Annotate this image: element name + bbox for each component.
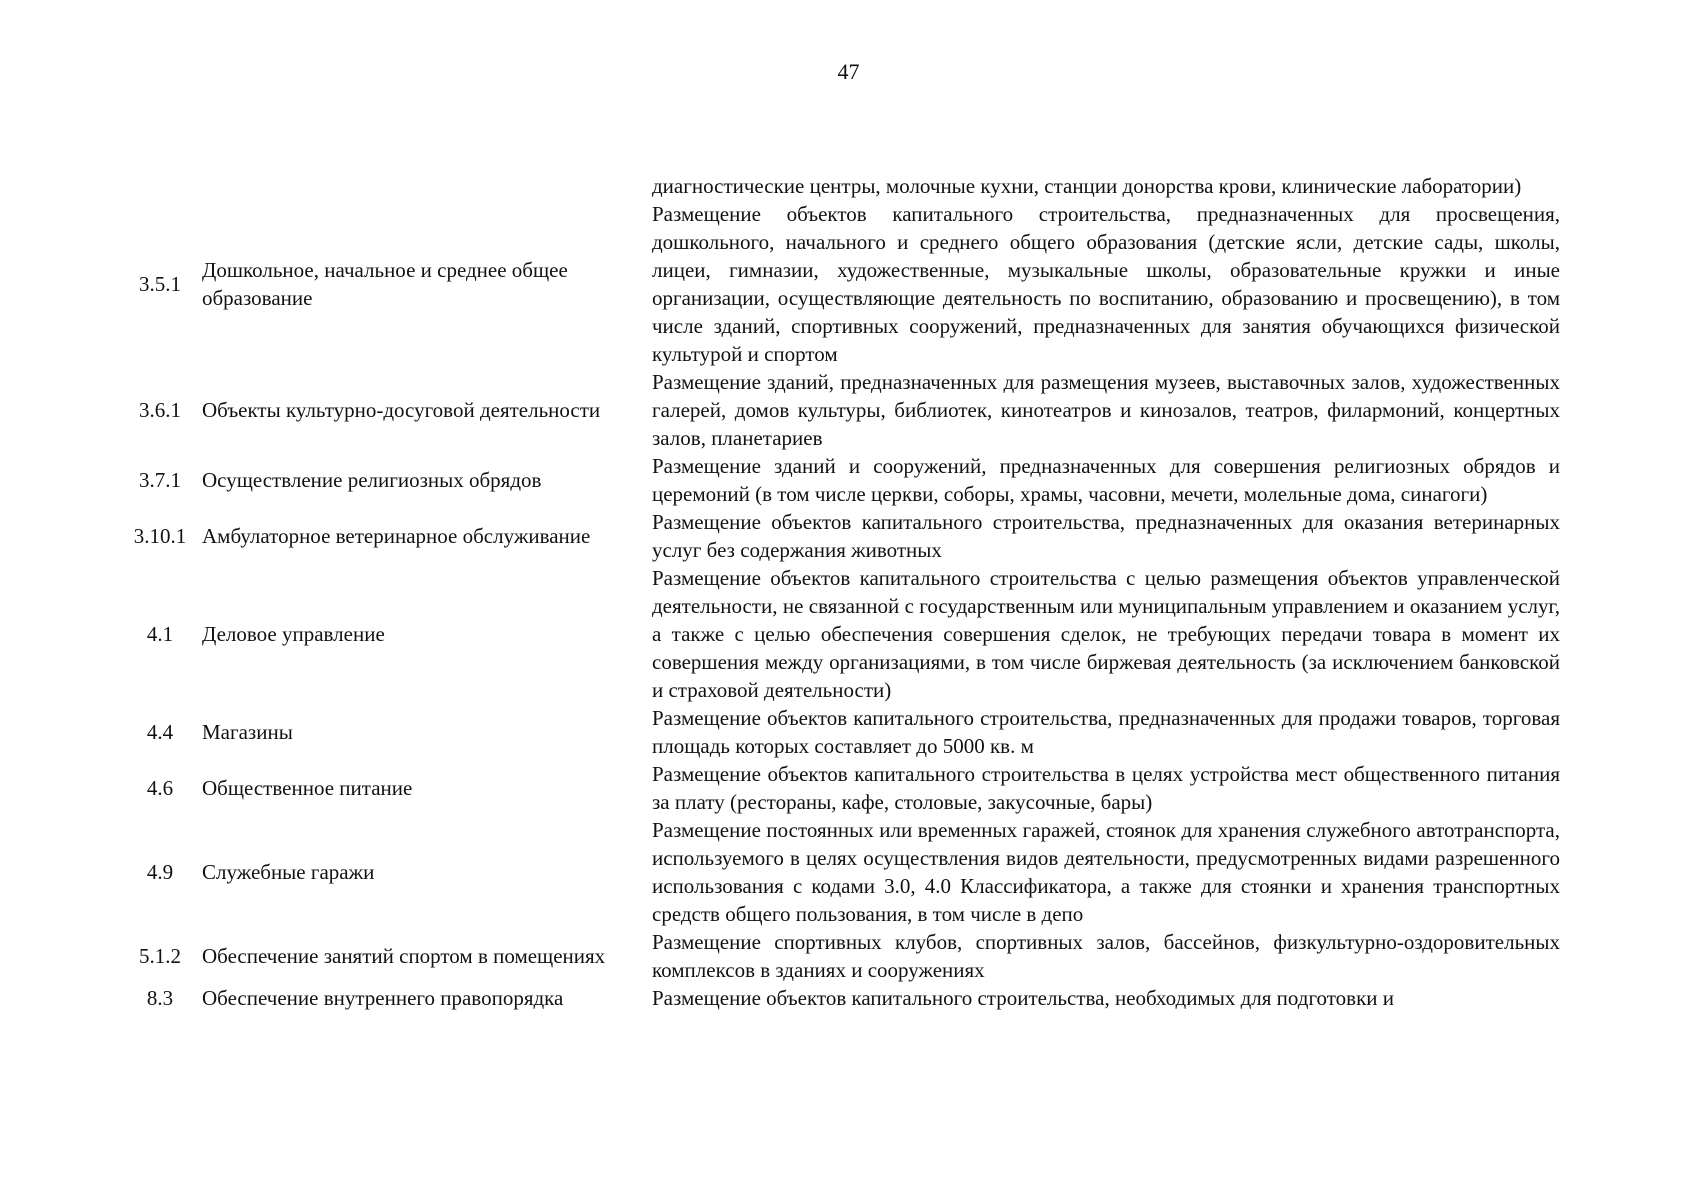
row-description: Размещение зданий, предназначенных для размещения музеев, выставочных залов, художественных галерей, домов культуры, библиотек, кинотеатров и кинозалов, театров, филармоний, концертных залов, планетариев [652,370,1560,450]
row-code: 5.1.2 [139,944,181,968]
row-code: 4.4 [146,720,174,744]
table-row [120,816,1580,928]
row-name: Осуществление религиозных обрядов [202,468,542,492]
table-row [120,508,1580,564]
row-description: диагностические центры, молочные кухни, станции донорства крови, клинические лаборатории) [652,174,1522,198]
table-row [120,172,1580,200]
row-name: Магазины [202,720,293,744]
row-name: Обеспечение внутреннего правопорядка [202,986,564,1010]
row-description: Размещение зданий и сооружений, предназначенных для совершения религиозных обрядов и церемоний (в том числе церкви, соборы, храмы, часовни, мечети, молельные дома, синагоги) [652,454,1560,506]
row-code: 4.6 [146,776,174,800]
table-row [120,200,1580,368]
row-code: 3.6.1 [139,398,181,422]
row-name: Объекты культурно-досуговой деятельности [202,398,601,422]
table-row [120,760,1580,816]
row-description: Размещение спортивных клубов, спортивных залов, бассейнов, физкультурно-оздоровительных комплексов в зданиях и сооружениях [652,930,1560,982]
table-row [120,564,1580,704]
row-name: Обеспечение занятий спортом в помещениях [202,944,606,968]
row-name: Деловое управление [202,622,385,646]
row-code: 3.7.1 [139,468,181,492]
row-name: Амбулаторное ветеринарное обслуживание [202,524,591,548]
row-description: Размещение объектов капитального строительства, предназначенных для оказания ветеринарных услуг без содержания животных [652,510,1560,562]
row-code: 3.10.1 [133,524,187,548]
row-code: 4.1 [146,622,174,646]
row-description: Размещение объектов капитального строительства с целью размещения объектов управленческой деятельности, не связанной с государственным или муниципальным управлением и оказанием услуг, а также с целью обеспечения совершения сделок, не требующих передачи товара в момент их совершения между организациями, в том числе биржевая деятельность (за исключением банковской и страховой деятельности) [652,566,1560,702]
row-code: 3.5.1 [139,272,181,296]
row-description: Размещение объектов капитального строительства в целях устройства мест общественного питания за плату (рестораны, кафе, столовые, закусочные, бары) [652,762,1560,814]
land-use-table [120,172,1580,1012]
row-code: 8.3 [146,986,174,1010]
row-name: Служебные гаражи [202,860,375,884]
page-number: 47 [837,59,860,84]
row-description: Размещение постоянных или временных гаражей, стоянок для хранения служебного автотранспорта, используемого в целях осуществления видов деятельности, предусмотренных видами разрешенного использования с кодами 3.0, 4.0 Классификатора, а также для стоянки и хранения транспортных средств общего пользования, в том числе в депо [652,818,1560,926]
table-row [120,368,1580,452]
table-row [120,984,1580,1012]
table-row [120,704,1580,760]
row-description: Размещение объектов капитального строительства, предназначенных для продажи товаров, торговая площадь которых составляет до 5000 кв. м [652,706,1560,758]
table-row [120,928,1580,984]
row-name: Дошкольное, начальное и среднее общее образование [202,258,568,310]
table-row [120,452,1580,508]
row-description: Размещение объектов капитального строительства, необходимых для подготовки и [652,986,1395,1010]
row-code: 4.9 [146,860,174,884]
row-name: Общественное питание [202,776,413,800]
row-description: Размещение объектов капитального строительства, предназначенных для просвещения, дошкольного, начального и среднего общего образования (детские ясли, детские сады, школы, лицеи, гимназии, художественные, музыкальные школы, образовательные кружки и иные организации, осуществляющие деятельность по воспитанию, образованию и просвещению), в том числе зданий, спортивных сооружений, предназначенных для занятия обучающихся физической культурой и спортом [652,202,1560,366]
